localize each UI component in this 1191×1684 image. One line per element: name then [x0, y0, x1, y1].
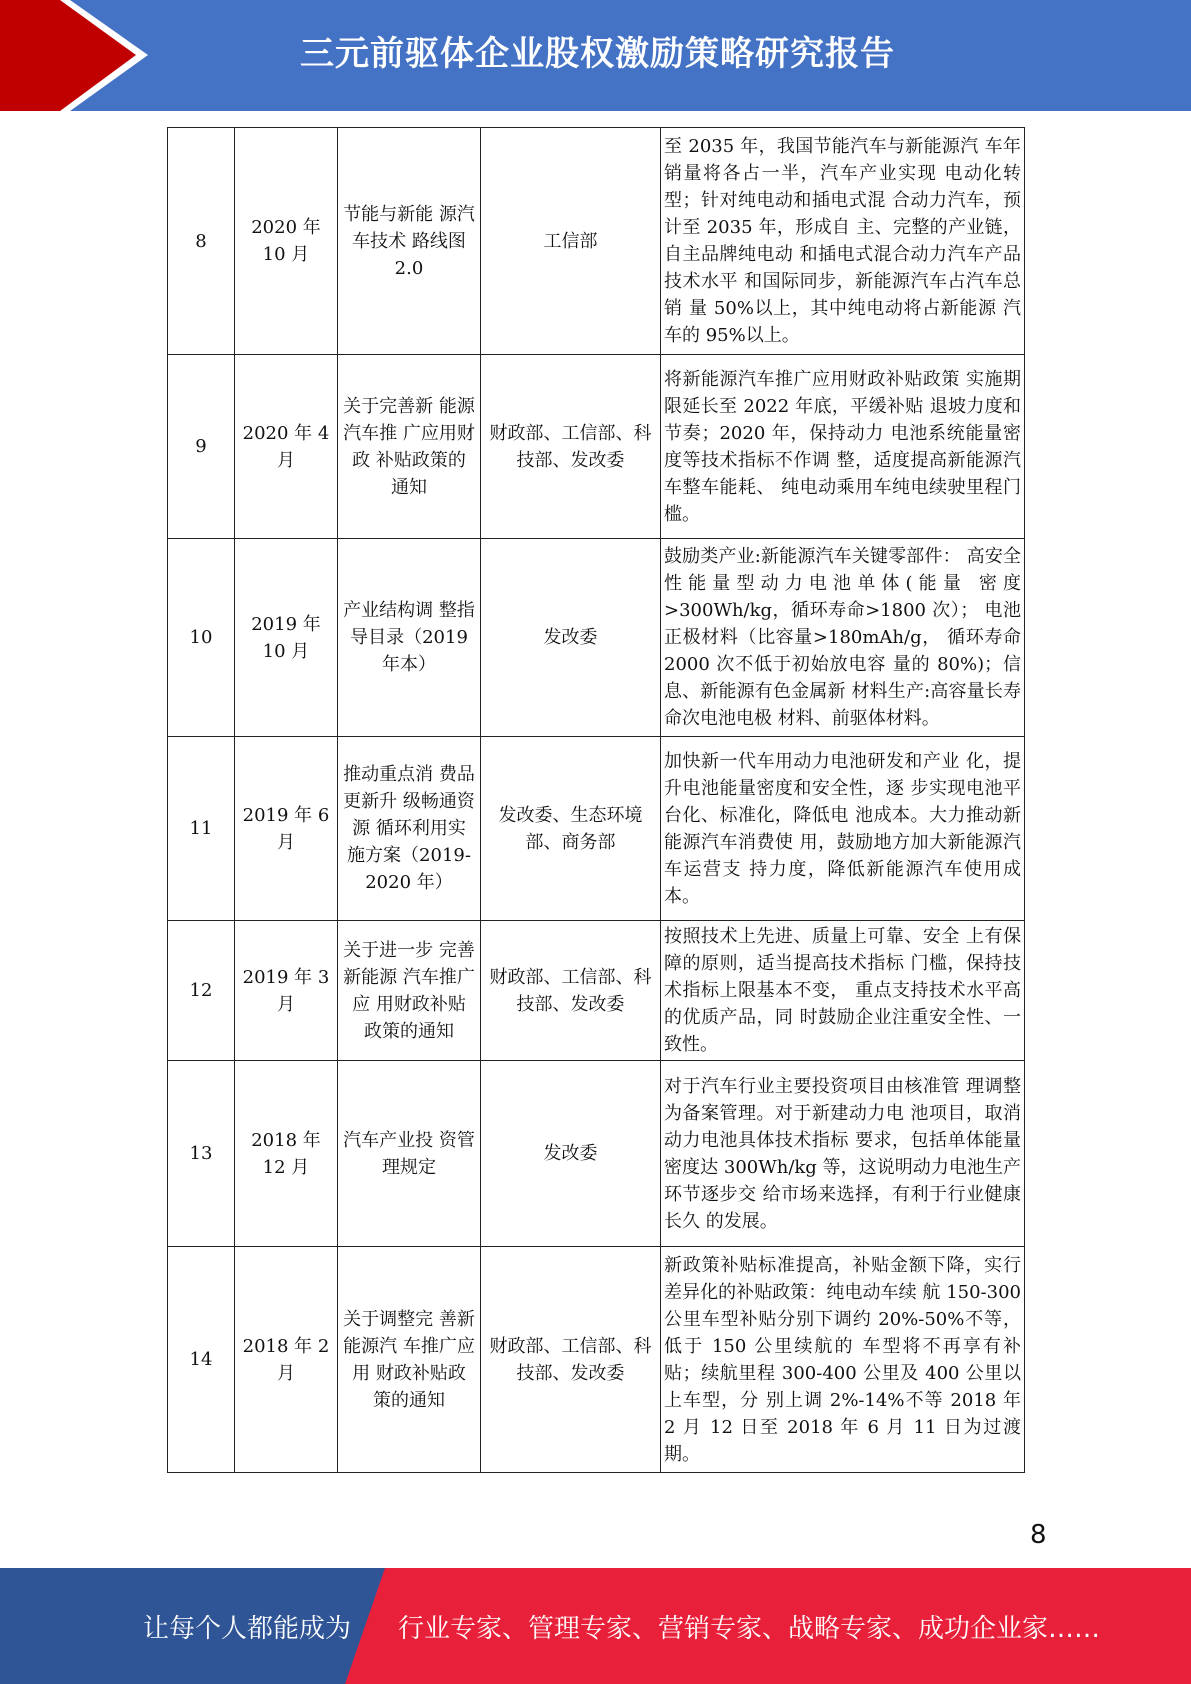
issue-date-cell: 2018 年 12 月: [235, 1061, 338, 1247]
issue-date-cell: 2018 年 2 月: [235, 1247, 338, 1473]
footer-slogan-right: 行业专家、管理专家、营销专家、战略专家、成功企业家……: [398, 1614, 1101, 1644]
table-row: [168, 1247, 1025, 1473]
issue-date-cell: 2019 年 3 月: [235, 921, 338, 1061]
row-number-cell: 9: [168, 355, 235, 539]
issue-date-cell: 2020 年 10 月: [235, 128, 338, 355]
table-row: [168, 539, 1025, 737]
footer-banner: [0, 1568, 1191, 1684]
row-number-cell: 11: [168, 737, 235, 921]
policy-name-cell: 关于调整完 善新能源汽 车推广应用 财政补贴政 策的通知: [338, 1247, 481, 1473]
issue-date-cell: 2020 年 4 月: [235, 355, 338, 539]
row-number-cell: 8: [168, 128, 235, 355]
issuing-department-cell: 财政部、工信部、科技部、发改委: [481, 921, 661, 1061]
issuing-department-cell: 财政部、工信部、科技部、发改委: [481, 355, 661, 539]
policy-name-cell: 节能与新能 源汽车技术 路线图 2.0: [338, 128, 481, 355]
policy-name-cell: 汽车产业投 资管理规定: [338, 1061, 481, 1247]
report-title: 三元前驱体企业股权激励策略研究报告: [300, 34, 895, 74]
policy-content-cell: 至 2035 年，我国节能汽车与新能源汽 车年销量将各占一半，汽车产业实现 电动化转型；针对纯电动和插电式混 合动力汽车，预计至 2035 年，形成自 主、完整的产业链，自主品牌纯电动 和插电式混合动力汽车产品技术水平 和国际同步，新能源汽车占汽车总销 量 50%以上，其中纯电动将占新能源 汽车的 95%以上。: [661, 128, 1025, 355]
policy-content-cell: 加快新一代车用动力电池研发和产业 化，提升电池能量密度和安全性，逐 步实现电池平台化、标准化，降低电 池成本。大力推动新能源汽车消费使 用，鼓励地方加大新能源汽车运营支 持力度，降低新能源汽车使用成本。: [661, 737, 1025, 921]
policy-content-cell: 新政策补贴标准提高，补贴金额下降，实行差异化的补贴政策：纯电动车续 航 150-300 公里车型补贴分别下调约 20%-50%不等，低于 150 公里续航的 车型将不再享有补贴；续航里程 300-400 公里及 400 公里以上车型，分 别上调 2%-14%不等 2018 年 2 月 12 日至 2018 年 6 月 11 日为过渡期。: [661, 1247, 1025, 1473]
policy-table: [167, 127, 1025, 1473]
report-header-band: [0, 0, 1191, 111]
table-row: [168, 1061, 1025, 1247]
policy-name-cell: 推动重点消 费品更新升 级畅通资源 循环利用实 施方案（2019-2020 年）: [338, 737, 481, 921]
row-number-cell: 12: [168, 921, 235, 1061]
policy-name-cell: 关于进一步 完善新能源 汽车推广应 用财政补贴 政策的通知: [338, 921, 481, 1061]
policy-name-cell: 产业结构调 整指导目录（2019 年本）: [338, 539, 481, 737]
header-chevron-graphic: [0, 0, 160, 111]
row-number-cell: 13: [168, 1061, 235, 1247]
issuing-department-cell: 发改委: [481, 1061, 661, 1247]
policy-content-cell: 对于汽车行业主要投资项目由核准管 理调整为备案管理。对于新建动力电 池项目，取消动力电池具体技术指标 要求，包括单体能量密度达 300Wh/kg 等，这说明动力电池生产环节逐步交 给市场来选择，有利于行业健康长久 的发展。: [661, 1061, 1025, 1247]
row-number-cell: 10: [168, 539, 235, 737]
page-number: 8: [1030, 1520, 1047, 1550]
issue-date-cell: 2019 年 6 月: [235, 737, 338, 921]
policy-content-cell: 鼓励类产业:新能源汽车关键零部件： 高安全性能量型动力电池单体(能量 密度>300Wh/kg，循环寿命>1800 次）； 电池正极材料（比容量>180mAh/g， 循环寿命 2000 次不低于初始放电容 量的 80%)；信息、新能源有色金属新 材料生产:高容量长寿命次电池电极 材料、前驱体材料。: [661, 539, 1025, 737]
issuing-department-cell: 工信部: [481, 128, 661, 355]
issue-date-cell: 2019 年 10 月: [235, 539, 338, 737]
footer-slogan-left: 让每个人都能成为: [143, 1614, 352, 1644]
table-row: [168, 128, 1025, 355]
table-row: [168, 921, 1025, 1061]
policy-name-cell: 关于完善新 能源汽车推 广应用财政 补贴政策的 通知: [338, 355, 481, 539]
policy-content-cell: 按照技术上先进、质量上可靠、安全 上有保障的原则，适当提高技术指标 门槛，保持技术指标上限基本不变， 重点支持技术水平高的优质产品，同 时鼓励企业注重安全性、一致性。: [661, 921, 1025, 1061]
table-row: [168, 355, 1025, 539]
issuing-department-cell: 发改委、生态环境部、商务部: [481, 737, 661, 921]
policy-content-cell: 将新能源汽车推广应用财政补贴政策 实施期限延长至 2022 年底，平缓补贴 退坡力度和节奏；2020 年，保持动力 电池系统能量密度等技术指标不作调 整，适度提高新能源汽车整车能耗、 纯电动乘用车纯电续驶里程门槛。: [661, 355, 1025, 539]
row-number-cell: 14: [168, 1247, 235, 1473]
policy-table-body: [168, 128, 1025, 1473]
issuing-department-cell: 财政部、工信部、科技部、发改委: [481, 1247, 661, 1473]
table-row: [168, 737, 1025, 921]
issuing-department-cell: 发改委: [481, 539, 661, 737]
